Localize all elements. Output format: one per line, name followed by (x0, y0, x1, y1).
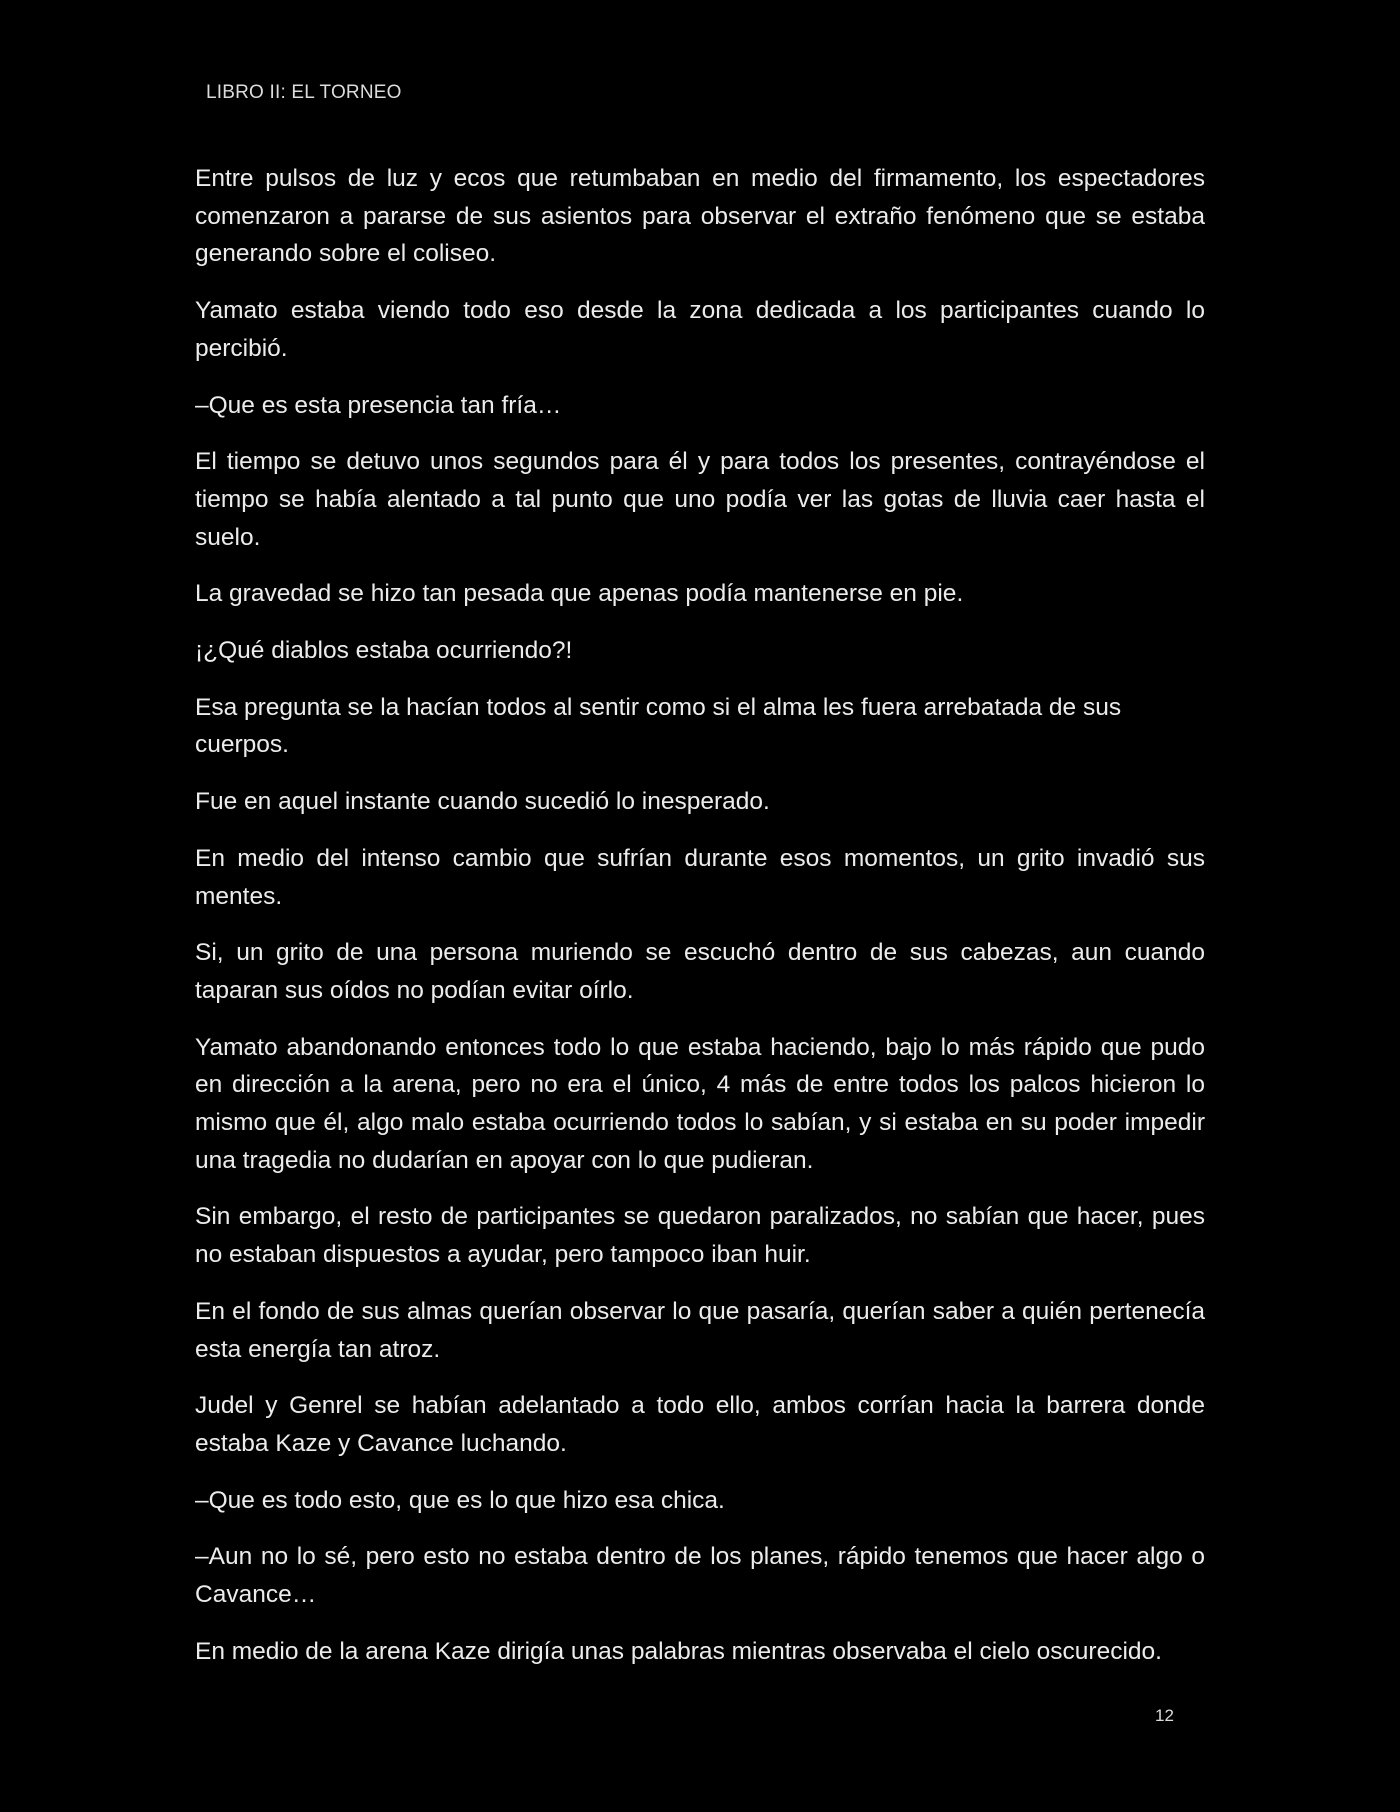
paragraph: ¡¿Qué diablos estaba ocurriendo?! (195, 637, 573, 665)
running-header: LIBRO II: EL TORNEO (206, 82, 402, 103)
paragraph: Esa pregunta se la hacían todos al sentir como si el alma les fuera arrebatada de sus cuerpos. (195, 693, 1122, 759)
dialogue-line: –Que es esta presencia tan fría… (195, 391, 562, 419)
paragraph: En medio del intenso cambio que sufrían durante esos momentos, un grito invadió sus mentes. (195, 844, 1205, 910)
paragraph: Fue en aquel instante cuando sucedió lo inesperado. (195, 788, 770, 816)
paragraph: La gravedad se hizo tan pesada que apenas podía mantenerse en pie. (195, 580, 964, 608)
paragraph: Yamato abandonando entonces todo lo que estaba haciendo, bajo lo más rápido que pudo en dirección a la arena, pero no era el único, 4 más de entre todos los palcos hicieron lo mismo que él, algo malo estaba ocurriendo todos lo sabían, y si estaba en su poder impedir una tragedia no dudarían en apoyar con lo que pudieran. (195, 1033, 1205, 1174)
paragraph: Entre pulsos de luz y ecos que retumbaban en medio del firmamento, los espectadores comenzaron a pararse de sus asientos para observar el extraño fenómeno que se estaba generando sobre el coliseo. (195, 165, 1205, 268)
paragraph: Si, un grito de una persona muriendo se escuchó dentro de sus cabezas, aun cuando taparan sus oídos no podían evitar oírlo. (195, 939, 1205, 1004)
page-number: 12 (1155, 1706, 1174, 1725)
paragraph: En el fondo de sus almas querían observar lo que pasaría, querían saber a quién pertenecía esta energía tan atroz. (195, 1297, 1205, 1363)
dialogue-line: –Que es todo esto, que es lo que hizo esa chica. (195, 1486, 725, 1514)
paragraph: Judel y Genrel se habían adelantado a todo ello, ambos corrían hacia la barrera donde estaba Kaze y Cavance luchando. (195, 1392, 1205, 1457)
dialogue-line: –Aun no lo sé, pero esto no estaba dentro de los planes, rápido tenemos que hacer algo o Cavance… (195, 1543, 1205, 1609)
paragraph: Yamato estaba viendo todo eso desde la zona dedicada a los participantes cuando lo percibió. (195, 297, 1205, 362)
paragraph: El tiempo se detuvo unos segundos para él y para todos los presentes, contrayéndose el tiempo se había alentado a tal punto que uno podía ver las gotas de lluvia caer hasta el suelo. (195, 448, 1205, 551)
paragraph: Sin embargo, el resto de participantes se quedaron paralizados, no sabían que hacer, pues no estaban dispuestos a ayudar, pero tampoco iban huir. (195, 1203, 1205, 1269)
paragraph: En medio de la arena Kaze dirigía unas palabras mientras observaba el cielo oscurecido. (195, 1637, 1162, 1665)
body-text (195, 160, 1205, 1690)
